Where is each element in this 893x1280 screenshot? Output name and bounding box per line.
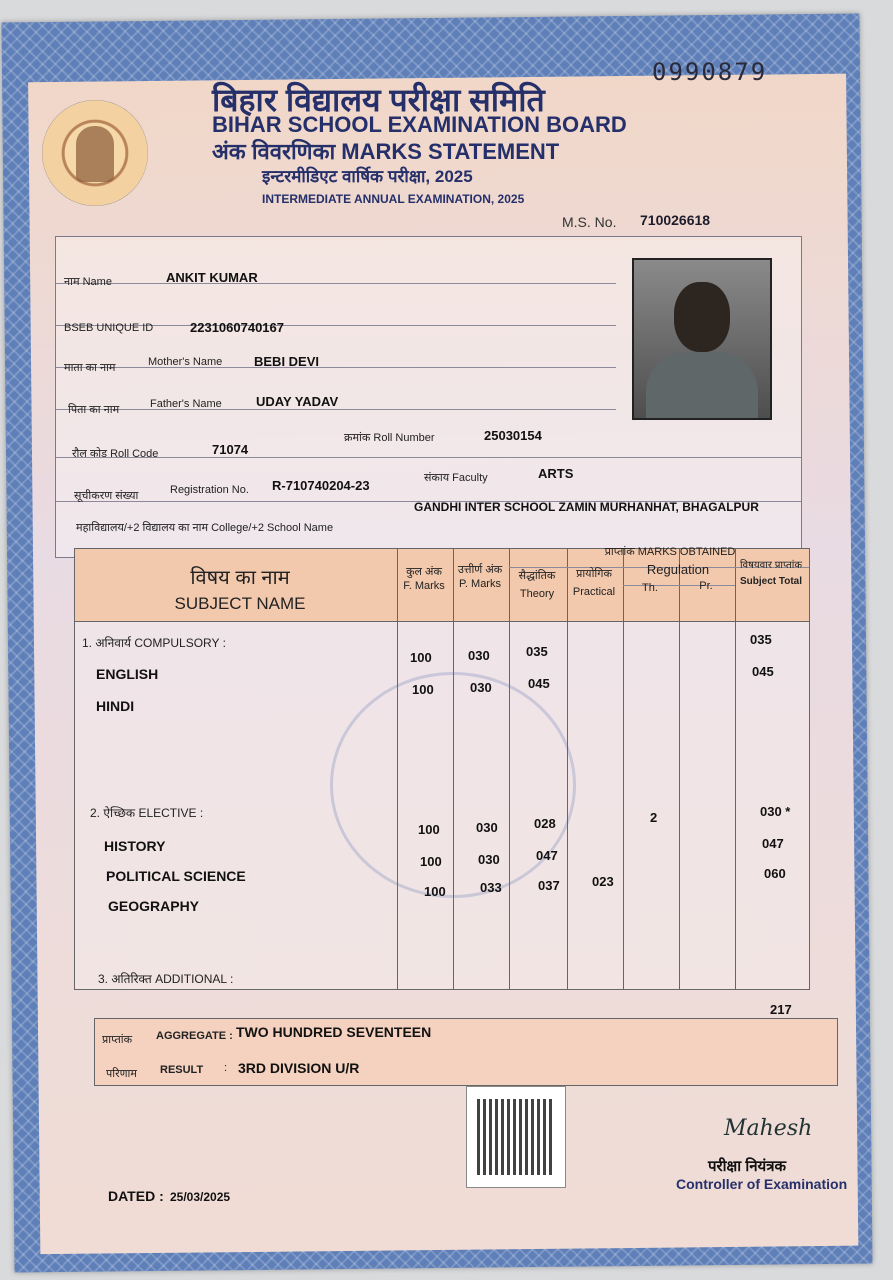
grand-total: 217 [770, 1002, 792, 1017]
polsci-total: 047 [762, 836, 784, 851]
geography-theory: 037 [538, 878, 560, 893]
controller-title: Controller of Examination [676, 1176, 848, 1192]
statement-title: अंक विवरणिका MARKS STATEMENT [212, 139, 560, 164]
result-separator: : [224, 1062, 228, 1074]
practical-heading: Practical [572, 586, 616, 598]
aggregate-label-hindi: प्राप्तांक [102, 1034, 133, 1046]
roll-number-label: क्रमांक Roll Number [344, 432, 435, 444]
english-full-marks: 100 [410, 650, 432, 665]
polsci-pass-marks: 030 [478, 852, 500, 867]
aggregate-value: TWO HUNDRED SEVENTEEN [236, 1024, 432, 1040]
registration-label-hindi: सूचीकरण संख्या [74, 490, 139, 502]
geography-pass-marks: 033 [480, 880, 502, 895]
faculty: ARTS [538, 466, 574, 481]
exam-title-hindi: इन्टरमीडिएट वार्षिक परीक्षा, 2025 [262, 167, 473, 186]
faculty-label: संकाय Faculty [424, 472, 488, 484]
subject-total-heading-hindi: विषयवार प्राप्तांक [739, 560, 803, 571]
student-name: ANKIT KUMAR [166, 270, 258, 285]
father-name: UDAY YADAV [256, 394, 339, 409]
mother-name: BEBI DEVI [254, 354, 320, 369]
qr-code-icon [466, 1086, 566, 1188]
subject-row-hindi: HINDI [96, 698, 135, 714]
hindi-pass-marks: 030 [470, 680, 492, 695]
controller-signature: Mahesh [724, 1116, 813, 1141]
name-label: नाम Name [64, 276, 112, 288]
college-name: GANDHI INTER SCHOOL ZAMIN MURHANHAT, BHAGALPUR [414, 500, 759, 514]
issue-date: 25/03/2025 [170, 1190, 231, 1204]
history-total: 030 * [760, 804, 791, 819]
serial-number: 0990879 [652, 58, 768, 86]
student-photo [632, 258, 772, 420]
fmarks-heading: F. Marks [403, 580, 445, 592]
history-theory: 028 [534, 816, 556, 831]
mother-label-hindi: माता का नाम [64, 362, 116, 374]
result-value: 3RD DIVISION U/R [238, 1060, 360, 1076]
subject-row-political-science: POLITICAL SCIENCE [106, 868, 246, 884]
geography-total: 060 [764, 866, 786, 881]
additional-section-label: 3. अतिरिक्त ADDITIONAL : [98, 972, 234, 986]
result-label: RESULT [160, 1064, 204, 1076]
theory-heading: Theory [519, 588, 555, 600]
student-uid: 2231060740167 [190, 320, 284, 335]
hindi-full-marks: 100 [412, 682, 434, 697]
father-label: Father's Name [150, 398, 222, 410]
pmarks-heading-hindi: उत्तीर्ण अंक [457, 564, 503, 576]
board-title-hindi: बिहार विद्यालय परीक्षा समिति [212, 82, 545, 118]
regulation-th-heading: Th. [642, 582, 658, 594]
subject-row-history: HISTORY [104, 838, 166, 854]
english-theory: 035 [526, 644, 548, 659]
marks-obtained-heading: प्राप्तांक MARKS OBTAINED [604, 546, 736, 558]
board-title-english: BIHAR SCHOOL EXAMINATION BOARD [212, 112, 627, 137]
polsci-full-marks: 100 [420, 854, 442, 869]
elective-section-label: 2. ऐच्छिक ELECTIVE : [90, 806, 204, 820]
roll-code: 71074 [212, 442, 249, 457]
geography-full-marks: 100 [424, 884, 446, 899]
subject-heading: SUBJECT NAME [174, 594, 306, 613]
fmarks-heading-hindi: कुल अंक [406, 566, 442, 578]
roll-number: 25030154 [484, 428, 542, 443]
english-pass-marks: 030 [468, 648, 490, 663]
aggregate-result-box [94, 1018, 838, 1086]
ms-number-label: M.S. No. [562, 214, 617, 230]
registration-label: Registration No. [170, 484, 249, 496]
college-label: महाविद्यालय/+2 विद्यालय का नाम College/+2 School Name [76, 522, 334, 534]
subject-row-geography: GEOGRAPHY [108, 898, 200, 914]
history-pass-marks: 030 [476, 820, 498, 835]
history-full-marks: 100 [418, 822, 440, 837]
result-label-hindi: परिणाम [106, 1068, 137, 1080]
father-label-hindi: पिता का नाम [68, 404, 120, 416]
regulation-heading: Regulation [646, 562, 710, 577]
board-logo-icon [42, 100, 148, 206]
mother-label: Mother's Name [148, 356, 223, 368]
dated-label: DATED : [108, 1188, 164, 1204]
subject-row-english: ENGLISH [96, 666, 159, 682]
controller-title-hindi: परीक्षा नियंत्रक [708, 1158, 787, 1175]
practical-heading-hindi: प्रायोगिक [576, 568, 612, 580]
subject-total-heading: Subject Total [739, 576, 803, 587]
geography-practical: 023 [592, 874, 614, 889]
subject-heading-hindi: विषय का नाम [190, 567, 290, 589]
regulation-pr-heading: Pr. [699, 580, 713, 592]
polsci-theory: 047 [536, 848, 558, 863]
hindi-theory: 045 [528, 676, 550, 691]
theory-heading-hindi: सैद्धांतिक [518, 570, 556, 582]
hindi-total: 045 [752, 664, 774, 679]
aggregate-label: AGGREGATE : [156, 1030, 233, 1042]
exam-title-english: INTERMEDIATE ANNUAL EXAMINATION, 2025 [262, 192, 525, 206]
registration-number: R-710740204-23 [272, 478, 370, 493]
ms-number: 710026618 [640, 212, 711, 228]
history-regulation-th: 2 [650, 810, 658, 825]
uid-label: BSEB UNIQUE ID [64, 322, 154, 334]
english-total: 035 [750, 632, 772, 647]
pmarks-heading: P. Marks [459, 578, 501, 590]
roll-code-label: रौल कोड Roll Code [72, 448, 159, 460]
compulsory-section-label: 1. अनिवार्य COMPULSORY : [82, 636, 226, 650]
